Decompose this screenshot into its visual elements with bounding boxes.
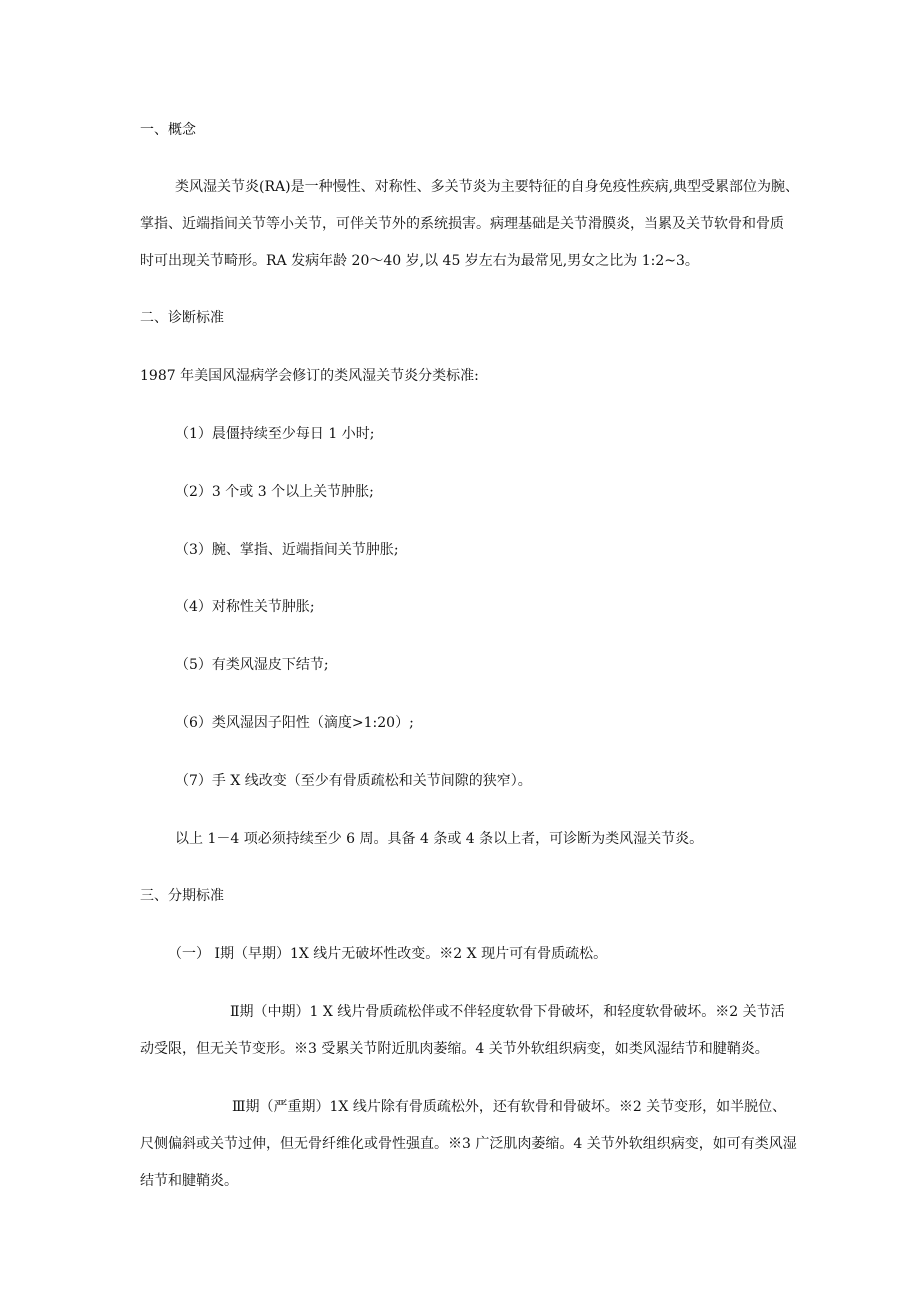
criteria-item: （1）晨僵持续至少每日 1 小时; <box>175 426 375 442</box>
criteria-item: （5）有类风湿皮下结节; <box>175 657 329 673</box>
concept-paragraph-line-1: 类风湿关节炎(RA)是一种慢性、对称性、多关节炎为主要特征的自身免疫性疾病,典型受累部位为腕、 <box>175 179 800 195</box>
criteria-item: （6）类风湿因子阳性（滴度>1:20）; <box>175 715 414 731</box>
stage-2-text-line-2: 动受限，但无关节变形。※3 受累关节附近肌肉萎缩。4 关节外软组织病变，如类风湿结节和腱鞘炎。 <box>140 1041 769 1057</box>
concept-paragraph-line-3: 时可出现关节畸形。RA 发病年龄 20～40 岁,以 45 岁左右为最常见,男女之比为 1:2~3。 <box>140 253 699 269</box>
section-heading-diagnosis: 二、诊断标准 <box>140 310 224 326</box>
stage-2-text-line-1: Ⅱ期（中期）1 X 线片骨质疏松伴或不伴轻度软骨下骨破坏，和轻度软骨破坏。※2 关节活 <box>230 1004 785 1020</box>
section-heading-concept: 一、概念 <box>140 122 196 138</box>
concept-paragraph-line-2: 掌指、近端指间关节等小关节，可伴关节外的系统损害。病理基础是关节滑膜炎，当累及关节软骨和骨质 <box>140 216 784 232</box>
diagnosis-note: 以上 1－4 项必须持续至少 6 周。具备 4 条或 4 条以上者，可诊断为类风湿关节炎。 <box>175 831 704 847</box>
stage-1-text: （一） Ⅰ期（早期）1X 线片无破坏性改变。※2 X 现片可有骨质疏松。 <box>168 946 608 962</box>
stage-3-text-line-3: 结节和腱鞘炎。 <box>140 1173 238 1189</box>
criteria-item: （4）对称性关节肿胀; <box>175 599 315 615</box>
criteria-item: （2）3 个或 3 个以上关节肿胀; <box>175 484 374 500</box>
section-heading-staging: 三、分期标准 <box>140 888 224 904</box>
criteria-item: （3）腕、掌指、近端指间关节肿胀; <box>175 542 399 558</box>
stage-3-text-line-1: Ⅲ期（严重期）1X 线片除有骨质疏松外，还有软骨和骨破坏。※2 关节变形，如半脱位、 <box>232 1099 787 1115</box>
criteria-item: （7）手 X 线改变（至少有骨质疏松和关节间隙的狭窄）。 <box>175 773 532 789</box>
diagnosis-intro: 1987 年美国风湿病学会修订的类风湿关节炎分类标准: <box>140 368 479 384</box>
stage-3-text-line-2: 尺侧偏斜或关节过伸，但无骨纤维化或骨性强直。※3 广泛肌肉萎缩。4 关节外软组织病变，如可有类风湿 <box>140 1136 797 1152</box>
